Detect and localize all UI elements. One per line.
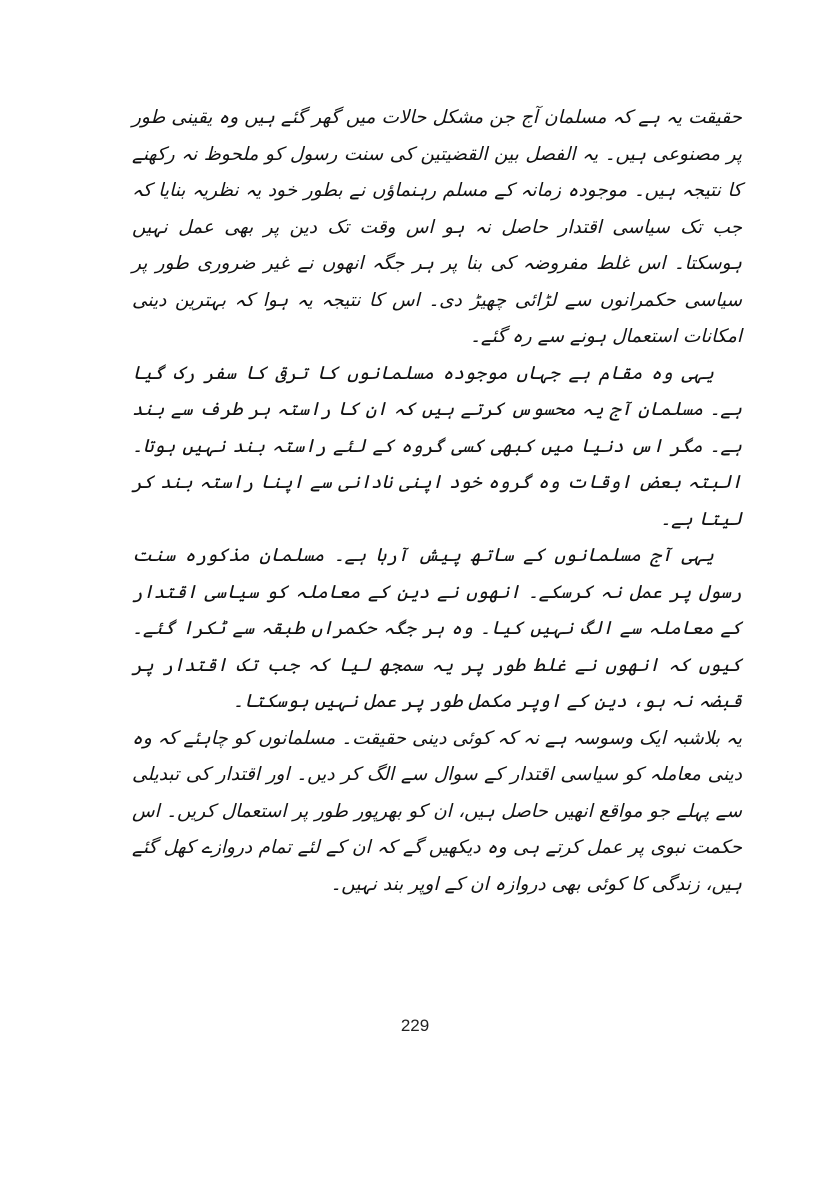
paragraph-1: حقیقت یہ ہے کہ مسلمان آج جن مشکل حالات میں گھر گئے ہیں وہ یقینی طور پر مصنوعی ہیں۔ یہ الفصل بین القضیتین کی سنت رسول کو ملحوظ نہ رکھنے کا نتیجہ ہیں۔ موجودہ زمانہ کے مسلم رہنماؤں نے بطور خود یہ نظریہ بنایا کہ جب تک سیاسی اقتدار حاصل نہ ہو اس وقت تک دین پر بھی عمل نہیں ہوسکتا۔ اس غلط مفروضہ کی بنا پر ہر جگہ انھوں نے غیر ضروری طور پر سیاسی حکمرانوں سے لڑائی چھیڑ دی۔ اس کا نتیجہ یہ ہوا کہ بہترین دینی امکانات استعمال ہونے سے رہ گئے۔ [132, 107, 742, 347]
body-text [132, 100, 742, 903]
paragraph-3: یہی آج مسلمانوں کے ساتھ پیش آرہا ہے۔ مسلمان مذکورہ سنت رسول پر عمل نہ کرسکے۔ انھوں نے دین کے معاملہ کو سیاسی اقتدار کے معاملہ سے الگ نہیں کیا۔ وہ ہر جگہ حکمراں طبقہ سے ٹکرا گئے۔ کیوں کہ انھوں نے غلط طور پر یہ سمجھ لیا کہ جب تک اقتدار پر قبضہ نہ ہو، دین کے اوپر مکمل طور پر عمل نہیں ہوسکتا۔ [132, 545, 742, 712]
paragraph-2: یہی وہ مقام ہے جہاں موجودہ مسلمانوں کا ترقی کا سفر رک گیا ہے۔ مسلمان آج یہ محسوس کرتے ہیں کہ ان کا راستہ ہر طرف سے بند ہے۔ مگر اس دنیا میں کبھی کسی گروہ کے لئے راستہ بند نہیں ہوتا۔ البتہ بعض اوقات وہ گروہ خود اپنی نادانی سے اپنا راستہ بند کر لیتا ہے۔ [132, 362, 742, 530]
paragraph-4: یہ بلاشبہ ایک وسوسہ ہے نہ کہ کوئی دینی حقیقت۔ مسلمانوں کو چاہئے کہ وہ دینی معاملہ کو سیاسی اقتدار کے سوال سے الگ کر دیں۔ اور اقتدار کی تبدیلی سے پہلے جو مواقع انھیں حاصل ہیں، ان کو بھرپور طور پر استعمال کریں۔ اس حکمت نبوی پر عمل کرتے ہی وہ دیکھیں گے کہ ان کے لئے تمام دروازے کھل گئے ہیں، زندگی کا کوئی بھی دروازہ ان کے اوپر بند نہیں۔ [132, 727, 742, 895]
page-number: 229 [400, 1016, 430, 1035]
